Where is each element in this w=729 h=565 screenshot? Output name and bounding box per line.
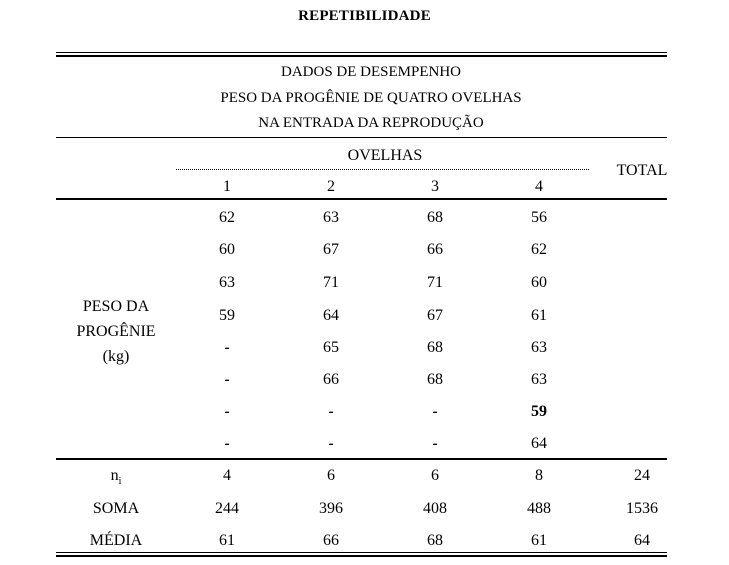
header-line-2: PESO DA PROGÊNIE DE QUATRO OVELHAS [220, 90, 522, 106]
summary-label-soma: SOMA [92, 500, 140, 517]
cell: 68 [427, 532, 443, 549]
cell: 63 [531, 339, 547, 356]
cell: - [224, 339, 230, 356]
cell: 61 [531, 532, 547, 549]
page-title: REPETIBILIDADE [298, 8, 431, 24]
cell: 66 [323, 532, 339, 549]
cell: 56 [531, 209, 547, 226]
summary-label-n: $n_i$ [110, 467, 122, 487]
cell: 61 [219, 532, 235, 549]
column-header-rule [56, 198, 667, 200]
cell: - [328, 403, 334, 420]
column-header-3: 3 [431, 178, 439, 195]
summary-label-media: MÉDIA [89, 532, 143, 549]
header-separator-rule [56, 137, 667, 138]
cell: - [432, 403, 438, 420]
column-header-2: 2 [327, 178, 335, 195]
cell: 244 [215, 500, 239, 517]
table-top-rule [56, 52, 667, 53]
cell: 64 [323, 307, 339, 324]
header-line-1: DADOS DE DESEMPENHO [280, 64, 462, 80]
cell: - [224, 403, 230, 420]
cell: - [224, 435, 230, 452]
cell: 71 [427, 274, 443, 291]
header-line-3: NA ENTRADA DA REPRODUÇÃO [258, 115, 484, 131]
cell: 4 [223, 467, 231, 484]
cell: 6 [431, 467, 439, 484]
cell: 65 [323, 339, 339, 356]
cell: 8 [535, 467, 543, 484]
table-bottom-rule [56, 552, 667, 553]
cell: 63 [323, 209, 339, 226]
cell: 64 [531, 435, 547, 452]
cell: 68 [427, 209, 443, 226]
cell: 62 [219, 209, 235, 226]
cell: 71 [323, 274, 339, 291]
total-cell: 1536 [626, 500, 658, 517]
row-label-line-2: PROGÊNIE [76, 323, 156, 340]
total-column-header: TOTAL [616, 162, 668, 179]
cell: - [328, 435, 334, 452]
cell: 396 [319, 500, 343, 517]
cell: 60 [219, 241, 235, 258]
cell: 68 [427, 339, 443, 356]
row-label-line-3: (kg) [102, 348, 130, 365]
total-cell: 64 [634, 532, 650, 549]
cell: 68 [427, 371, 443, 388]
table-bottom-rule-thick [56, 555, 667, 557]
cell: 67 [323, 241, 339, 258]
summary-separator-rule [56, 458, 667, 460]
row-label-line-1: PESO DA [82, 298, 150, 315]
group-dotted-rule [176, 169, 589, 170]
cell: 63 [219, 274, 235, 291]
cell: 66 [427, 241, 443, 258]
cell: - [432, 435, 438, 452]
cell: 63 [531, 371, 547, 388]
cell: 60 [531, 274, 547, 291]
total-cell: 24 [634, 467, 650, 484]
cell: - [224, 371, 230, 388]
cell: 62 [531, 241, 547, 258]
cell: 61 [531, 307, 547, 324]
table-top-rule-thick [56, 55, 667, 57]
cell: 408 [423, 500, 447, 517]
group-label-ovelhas: OVELHAS [347, 147, 423, 164]
cell: 6 [327, 467, 335, 484]
cell: 59 [219, 307, 235, 324]
cell: 66 [323, 371, 339, 388]
column-header-1: 1 [223, 178, 231, 195]
cell: 488 [527, 500, 551, 517]
cell: 67 [427, 307, 443, 324]
cell-highlighted: 59 [531, 403, 547, 420]
column-header-4: 4 [535, 178, 543, 195]
